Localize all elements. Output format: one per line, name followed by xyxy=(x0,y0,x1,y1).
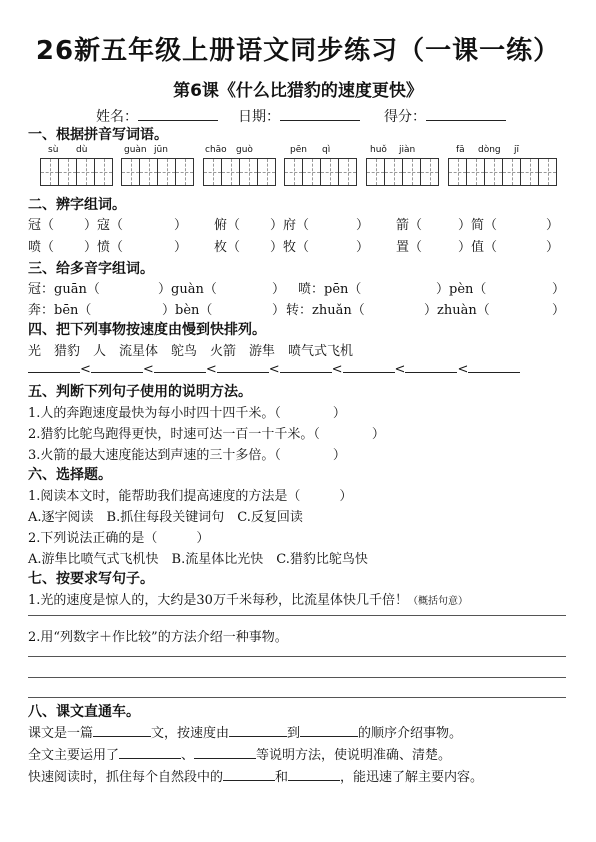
char-pair-b3: ） xyxy=(356,218,370,233)
char-pair-a3: ） xyxy=(174,218,188,233)
less-than-sign: < xyxy=(394,362,406,377)
pinyin-6c: jī xyxy=(514,145,520,155)
pinyin-2b: jūn xyxy=(154,145,168,155)
review-line-3 xyxy=(28,766,483,785)
review-text: 和 xyxy=(275,770,289,785)
writing-grid-2[interactable] xyxy=(121,158,194,186)
section-6-heading: 六、选择题。 xyxy=(28,467,112,483)
review-blank[interactable] xyxy=(119,746,181,759)
char-pair-d2: ）愤（ xyxy=(84,240,124,255)
score-blank[interactable] xyxy=(426,108,506,121)
char-pair-d1: 喷（ xyxy=(28,240,55,255)
sort-blank[interactable] xyxy=(468,360,520,373)
section-8-heading: 八、课文直通车。 xyxy=(28,704,140,720)
pinyin-1b: dù xyxy=(76,145,88,155)
char-pair-f3: ） xyxy=(546,240,560,255)
section-7-heading: 七、按要求写句子。 xyxy=(28,571,154,587)
choice-question-2: 2.下列说法正确的是（ ） xyxy=(28,531,210,546)
sort-answer-row xyxy=(28,360,520,377)
score-field[interactable] xyxy=(384,106,506,126)
review-blank[interactable] xyxy=(288,768,340,781)
char-pair-e3: ） xyxy=(356,240,370,255)
char-pair-c2: ）简（ xyxy=(458,218,498,233)
name-field[interactable] xyxy=(96,106,218,126)
write-question-1 xyxy=(28,589,468,608)
review-blank[interactable] xyxy=(229,724,287,737)
date-label: 日期： xyxy=(238,109,280,125)
pinyin-5a: huǒ xyxy=(370,145,387,155)
choice-options-2: A.游隼比喷气式飞机快 B.流星体比光快 C.猎豹比鸵鸟快 xyxy=(28,552,368,567)
polyphone-b2: ）pèn（ xyxy=(436,282,487,297)
char-pair-b2: ）府（ xyxy=(270,218,310,233)
pinyin-4a: pēn xyxy=(290,145,307,155)
review-blank[interactable] xyxy=(194,746,256,759)
less-than-sign: < xyxy=(80,362,91,377)
polyphone-d3: ） xyxy=(552,303,566,318)
section-5-heading: 五、判断下列句子使用的说明方法。 xyxy=(28,384,252,400)
char-pair-f2: ）值（ xyxy=(458,240,498,255)
polyphone-c3: ） xyxy=(272,303,286,318)
sort-blank[interactable] xyxy=(343,360,395,373)
section-4-heading: 四、把下列事物按速度由慢到快排列。 xyxy=(28,322,266,338)
date-field[interactable] xyxy=(238,106,360,126)
sort-blank[interactable] xyxy=(28,360,80,373)
review-text: 快速阅读时，抓住每个自然段中的 xyxy=(28,770,224,785)
review-text: 课文是一篇 xyxy=(28,726,94,741)
polyphone-a3: ） xyxy=(272,282,286,297)
char-pair-a2: ）寇（ xyxy=(84,218,124,233)
char-pair-e1: 枚（ xyxy=(214,240,241,255)
write-question-2: 2.用“列数字＋作比较”的方法介绍一种事物。 xyxy=(28,630,288,645)
choice-question-1: 1.阅读本文时，能帮助我们提高速度的方法是（ ） xyxy=(28,489,353,504)
review-line-2 xyxy=(28,744,451,763)
judge-item-1: 1.人的奔跑速度最快为每小时四十四千米。（ ） xyxy=(28,406,346,421)
review-blank[interactable] xyxy=(223,768,275,781)
less-than-sign: < xyxy=(457,362,469,377)
polyphone-c1: 奔：bēn（ xyxy=(28,303,92,318)
judge-item-2: 2.猎豹比鸵鸟跑得更快，时速可达一百一十千米。（ ） xyxy=(28,427,385,442)
char-pair-c3: ） xyxy=(546,218,560,233)
sort-blank[interactable] xyxy=(280,360,332,373)
page-title: 26新五年级上册语文同步练习（一课一练） xyxy=(35,36,561,66)
char-pair-c1: 箭（ xyxy=(396,218,423,233)
pinyin-4b: qì xyxy=(322,145,331,155)
char-pair-f1: 置（ xyxy=(396,240,423,255)
char-pair-d3: ） xyxy=(174,240,188,255)
score-label: 得分： xyxy=(384,109,426,125)
char-pair-a1: 冠（ xyxy=(28,218,55,233)
sort-blank[interactable] xyxy=(91,360,143,373)
write-question-1-note: （概括句意） xyxy=(407,596,468,607)
writing-grid-4[interactable] xyxy=(284,158,357,186)
answer-line[interactable] xyxy=(28,656,566,657)
polyphone-b3: ） xyxy=(552,282,566,297)
pinyin-5b: jiàn xyxy=(399,145,416,155)
polyphone-c2: ）bèn（ xyxy=(162,303,213,318)
polyphone-a2: ）guàn（ xyxy=(158,282,217,297)
review-text: 的顺序介绍事物。 xyxy=(358,726,463,741)
polyphone-a1: 冠：guān（ xyxy=(28,282,100,297)
pinyin-6b: dòng xyxy=(478,145,501,155)
review-text: 全文主要运用了 xyxy=(28,748,120,763)
polyphone-d2: ）zhuàn（ xyxy=(424,303,490,318)
review-text: 到 xyxy=(287,726,301,741)
sort-blank[interactable] xyxy=(405,360,457,373)
choice-options-1: A.逐字阅读 B.抓住每段关键词句 C.反复回读 xyxy=(28,510,303,525)
name-label: 姓名： xyxy=(96,109,138,125)
char-pair-e2: ）牧（ xyxy=(270,240,310,255)
pinyin-3a: chāo xyxy=(205,145,227,155)
pinyin-1a: sù xyxy=(48,145,59,155)
char-pair-b1: 俯（ xyxy=(214,218,241,233)
review-text: 等说明方法，使说明准确、清楚。 xyxy=(256,748,452,763)
pinyin-3b: guò xyxy=(236,145,253,155)
review-text: 文，按速度由 xyxy=(151,726,230,741)
polyphone-d1: 转：zhuǎn（ xyxy=(286,303,365,318)
section-1-heading: 一、根据拼音写词语。 xyxy=(28,127,168,143)
lesson-subtitle: 第6课《什么比猎豹的速度更快》 xyxy=(173,81,423,101)
section-2-heading: 二、辨字组词。 xyxy=(28,197,126,213)
sort-items: 光 猎豹 人 流星体 鸵鸟 火箭 游隼 喷气式飞机 xyxy=(28,344,354,359)
review-blank[interactable] xyxy=(93,724,151,737)
date-blank[interactable] xyxy=(280,108,360,121)
pinyin-2a: guàn xyxy=(124,145,147,155)
review-blank[interactable] xyxy=(300,724,358,737)
less-than-sign: < xyxy=(268,362,280,377)
answer-line[interactable] xyxy=(28,697,566,698)
less-than-sign: < xyxy=(205,362,217,377)
sort-blank[interactable] xyxy=(154,360,206,373)
writing-grid-3[interactable] xyxy=(203,158,276,186)
answer-line[interactable] xyxy=(28,677,566,678)
judge-item-3: 3.火箭的最大速度能达到声速的三十多倍。（ ） xyxy=(28,448,346,463)
less-than-sign: < xyxy=(142,362,154,377)
write-question-1-text: 1.光的速度是惊人的，大约是30万千米每秒，比流星体快几千倍！ xyxy=(28,593,408,608)
review-text: ，能迅速了解主要内容。 xyxy=(340,770,484,785)
section-3-heading: 三、给多音字组词。 xyxy=(28,261,154,277)
writing-grid-5[interactable] xyxy=(366,158,439,186)
sort-blank[interactable] xyxy=(217,360,269,373)
less-than-sign: < xyxy=(331,362,343,377)
writing-grid-6[interactable] xyxy=(448,158,557,186)
writing-grid-1[interactable] xyxy=(40,158,113,186)
review-text: 、 xyxy=(181,748,195,763)
review-line-1 xyxy=(28,722,462,741)
name-blank[interactable] xyxy=(138,108,218,121)
answer-line[interactable] xyxy=(28,615,566,616)
polyphone-b1: 喷：pēn（ xyxy=(298,282,362,297)
pinyin-6a: fā xyxy=(456,145,465,155)
